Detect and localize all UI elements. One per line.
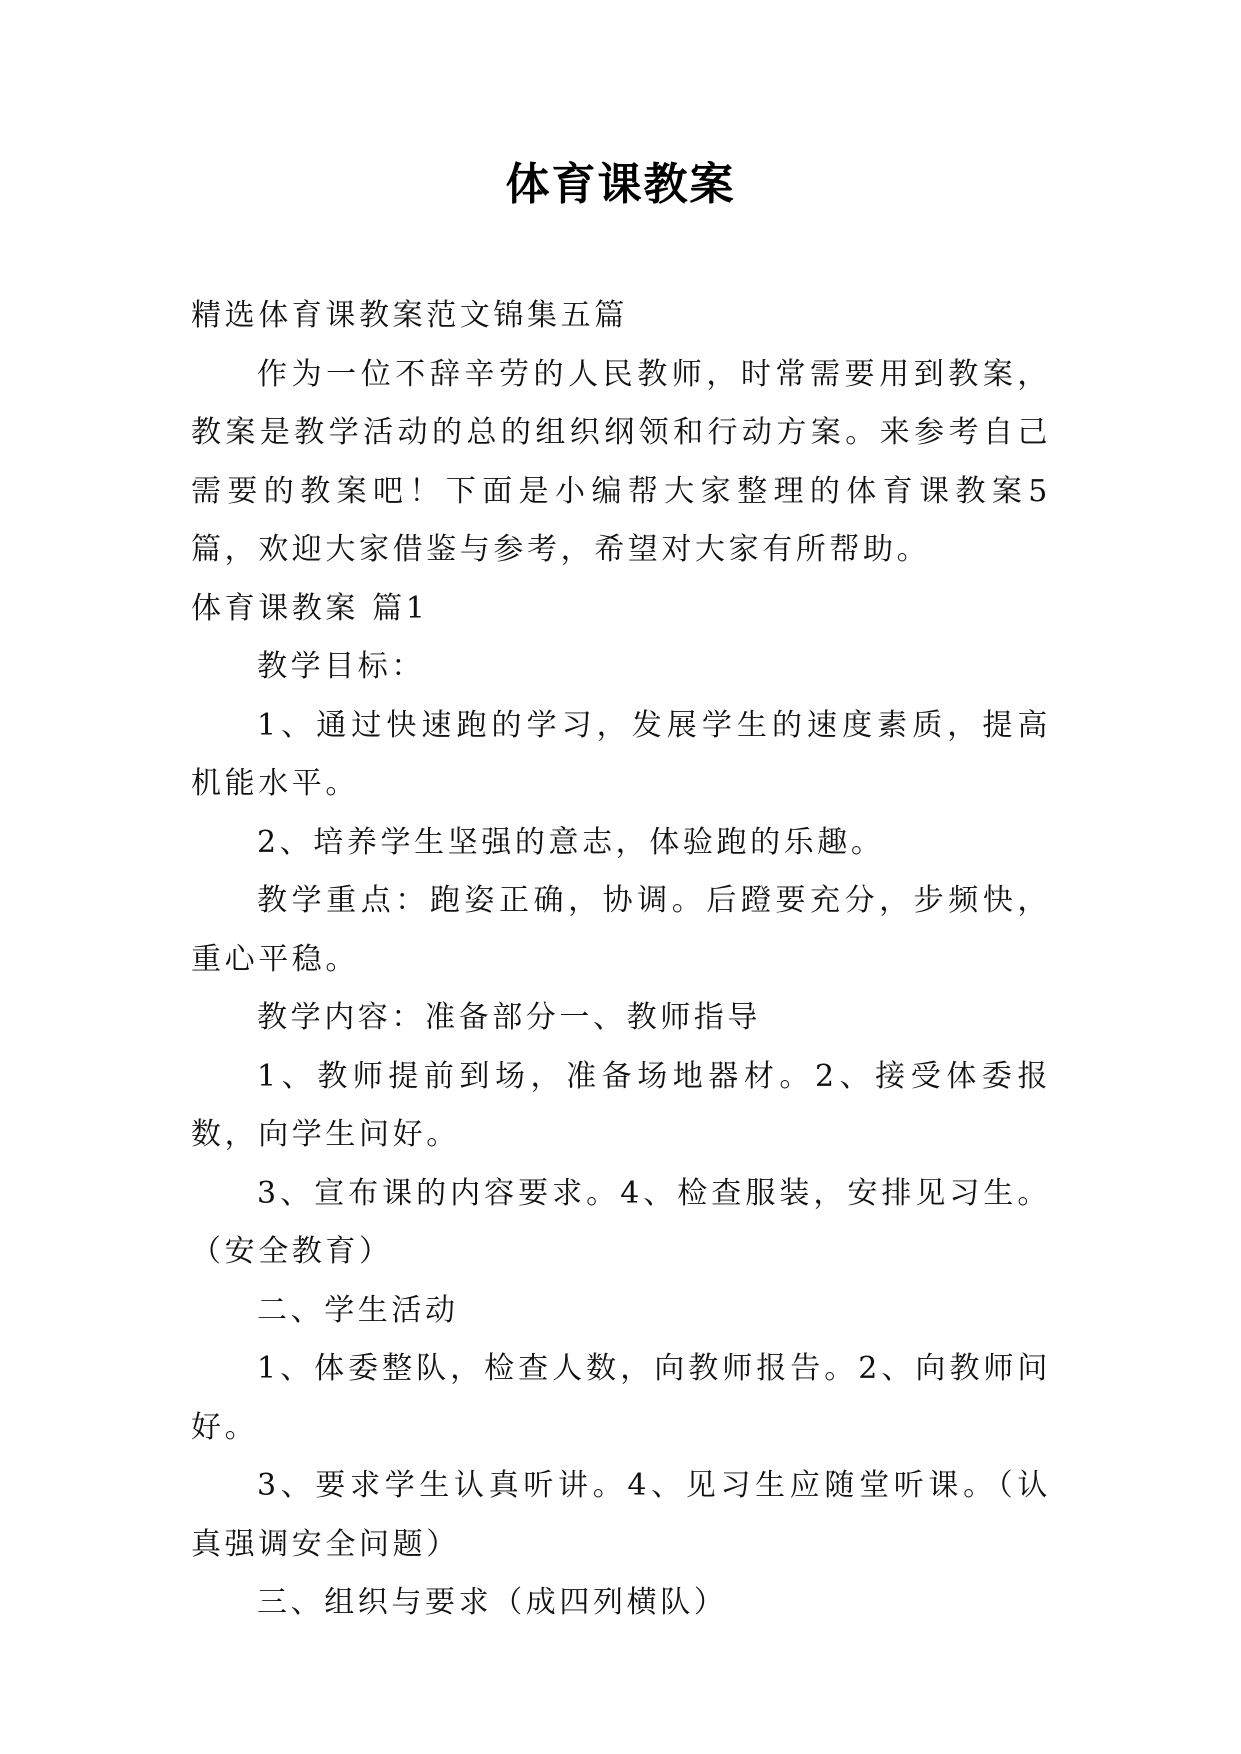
paragraph: 二、学生活动	[257, 1292, 459, 1328]
paragraph: 教学重点：跑姿正确，协调。后蹬要充分，步频快，重心平稳。	[191, 883, 1051, 977]
document-title: 体育课教案	[505, 159, 736, 210]
paragraph: 1、体委整队，检查人数，向教师报告。2、向教师问好。	[191, 1351, 1051, 1445]
paragraph: 教学内容：准备部分一、教师指导	[257, 1000, 761, 1035]
paragraph: 2、培养学生坚强的意志，体验跑的乐趣。	[257, 824, 885, 860]
paragraph: 3、宣布课的内容要求。4、检查服装，安排见习生。（安全教育）	[191, 1175, 1051, 1269]
paragraph: 3、要求学生认真听讲。4、见习生应随堂听课。（认真强调安全问题）	[191, 1468, 1051, 1562]
paragraph-subtitle: 精选体育课教案范文锦集五篇	[191, 298, 628, 333]
paragraph: 1、教师提前到场，准备场地器材。2、接受体委报数，向学生问好。	[191, 1058, 1051, 1152]
paragraph: 教学目标：	[257, 649, 425, 684]
paragraph-intro: 作为一位不辞辛劳的人民教师，时常需要用到教案，教案是教学活动的总的组织纲领和行动方案。来参考自己需要的教案吧！下面是小编帮大家整理的体育课教案5篇，欢迎大家借鉴与参考，希望对大家有所帮助。	[191, 356, 1051, 567]
document-body	[191, 287, 1051, 1633]
paragraph: 三、组织与要求（成四列横队）	[257, 1585, 728, 1620]
section-heading: 体育课教案 篇1	[191, 590, 429, 626]
paragraph: 1、通过快速跑的学习，发展学生的速度素质，提高机能水平。	[191, 707, 1051, 801]
